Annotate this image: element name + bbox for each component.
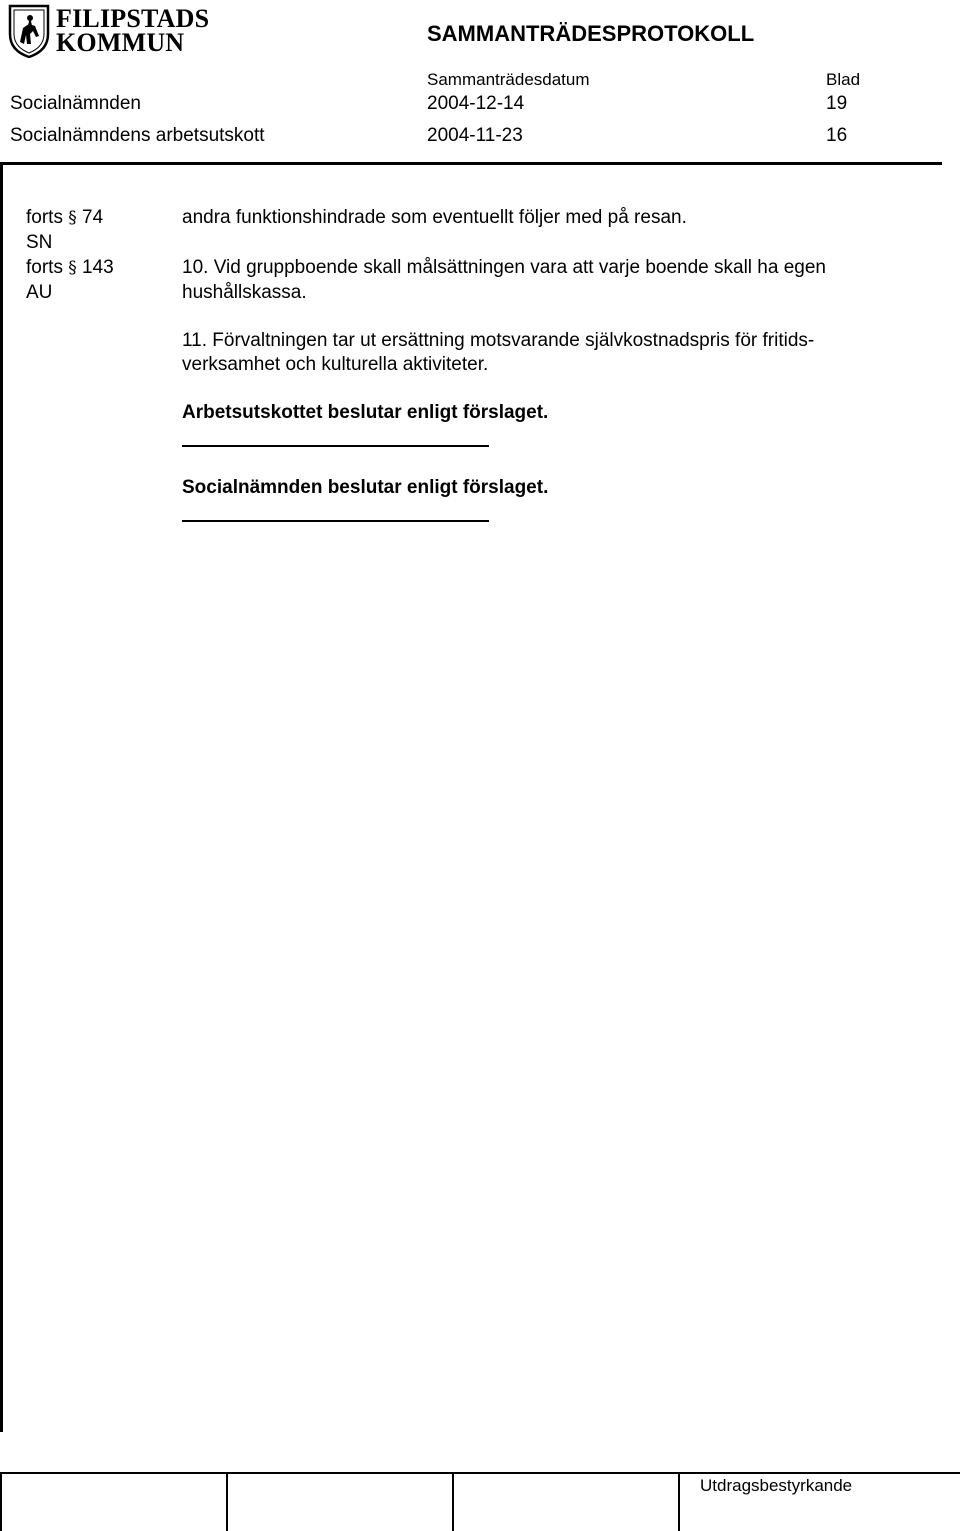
item-10-line1: 10. Vid gruppboende skall målsättningen vara att varje boende skall ha egen: [182, 257, 826, 278]
logo-wordmark-line1: FILIPSTADS: [56, 4, 210, 33]
page-label: Blad: [826, 70, 861, 89]
header-meeting-date: 2004-12-14: [427, 93, 525, 114]
attestation-label: Utdragsbestyrkande: [700, 1476, 853, 1495]
item-11-line1: 11. Förvaltningen tar ut ersättning motsvarande självkostnadspris för fritids-: [182, 330, 815, 351]
margin-reference-sn: [26, 205, 103, 231]
paragraph-carryover: andra funktionshindrade som eventuellt följer med på resan.: [182, 207, 687, 228]
header-page-number: 19: [826, 93, 848, 114]
meeting-date-label: Sammanträdesdatum: [427, 70, 590, 89]
margin-section-number: 143: [82, 257, 114, 278]
header-body-name: Socialnämnden: [10, 93, 141, 114]
signature-field: [452, 1472, 680, 1531]
margin-forts: forts: [26, 207, 63, 228]
margin-body-au: AU: [26, 282, 53, 303]
decision-sn: Socialnämnden beslutar enligt förslaget.: [182, 477, 549, 498]
decision-separator: [182, 520, 489, 522]
paragraph-symbol: §: [68, 258, 77, 278]
paragraph-symbol: §: [68, 208, 77, 228]
margin-forts: forts: [26, 257, 63, 278]
logo-wordmark-line2: KOMMUN: [56, 28, 185, 57]
signature-field: [226, 1472, 454, 1531]
margin-reference-au: [26, 255, 114, 281]
margin-body-sn: SN: [26, 232, 53, 253]
header-page-number: 16: [826, 125, 848, 146]
decision-separator: [182, 445, 489, 447]
item-11-line2: verksamhet och kulturella aktiviteter.: [182, 354, 489, 375]
coat-of-arms-icon: [8, 4, 50, 58]
left-margin-border: [0, 162, 3, 1432]
header-divider: [0, 162, 942, 165]
margin-section-number: 74: [82, 207, 104, 228]
header-meeting-date: 2004-11-23: [427, 125, 523, 146]
document-title: SAMMANTRÄDESPROTOKOLL: [427, 21, 755, 46]
header-body-name: Socialnämndens arbetsutskott: [10, 125, 265, 146]
municipality-logo: [8, 4, 213, 58]
decision-au: Arbetsutskottet beslutar enligt förslaget.: [182, 402, 549, 423]
signature-field: [0, 1472, 228, 1531]
item-10-line2: hushållskassa.: [182, 282, 307, 303]
